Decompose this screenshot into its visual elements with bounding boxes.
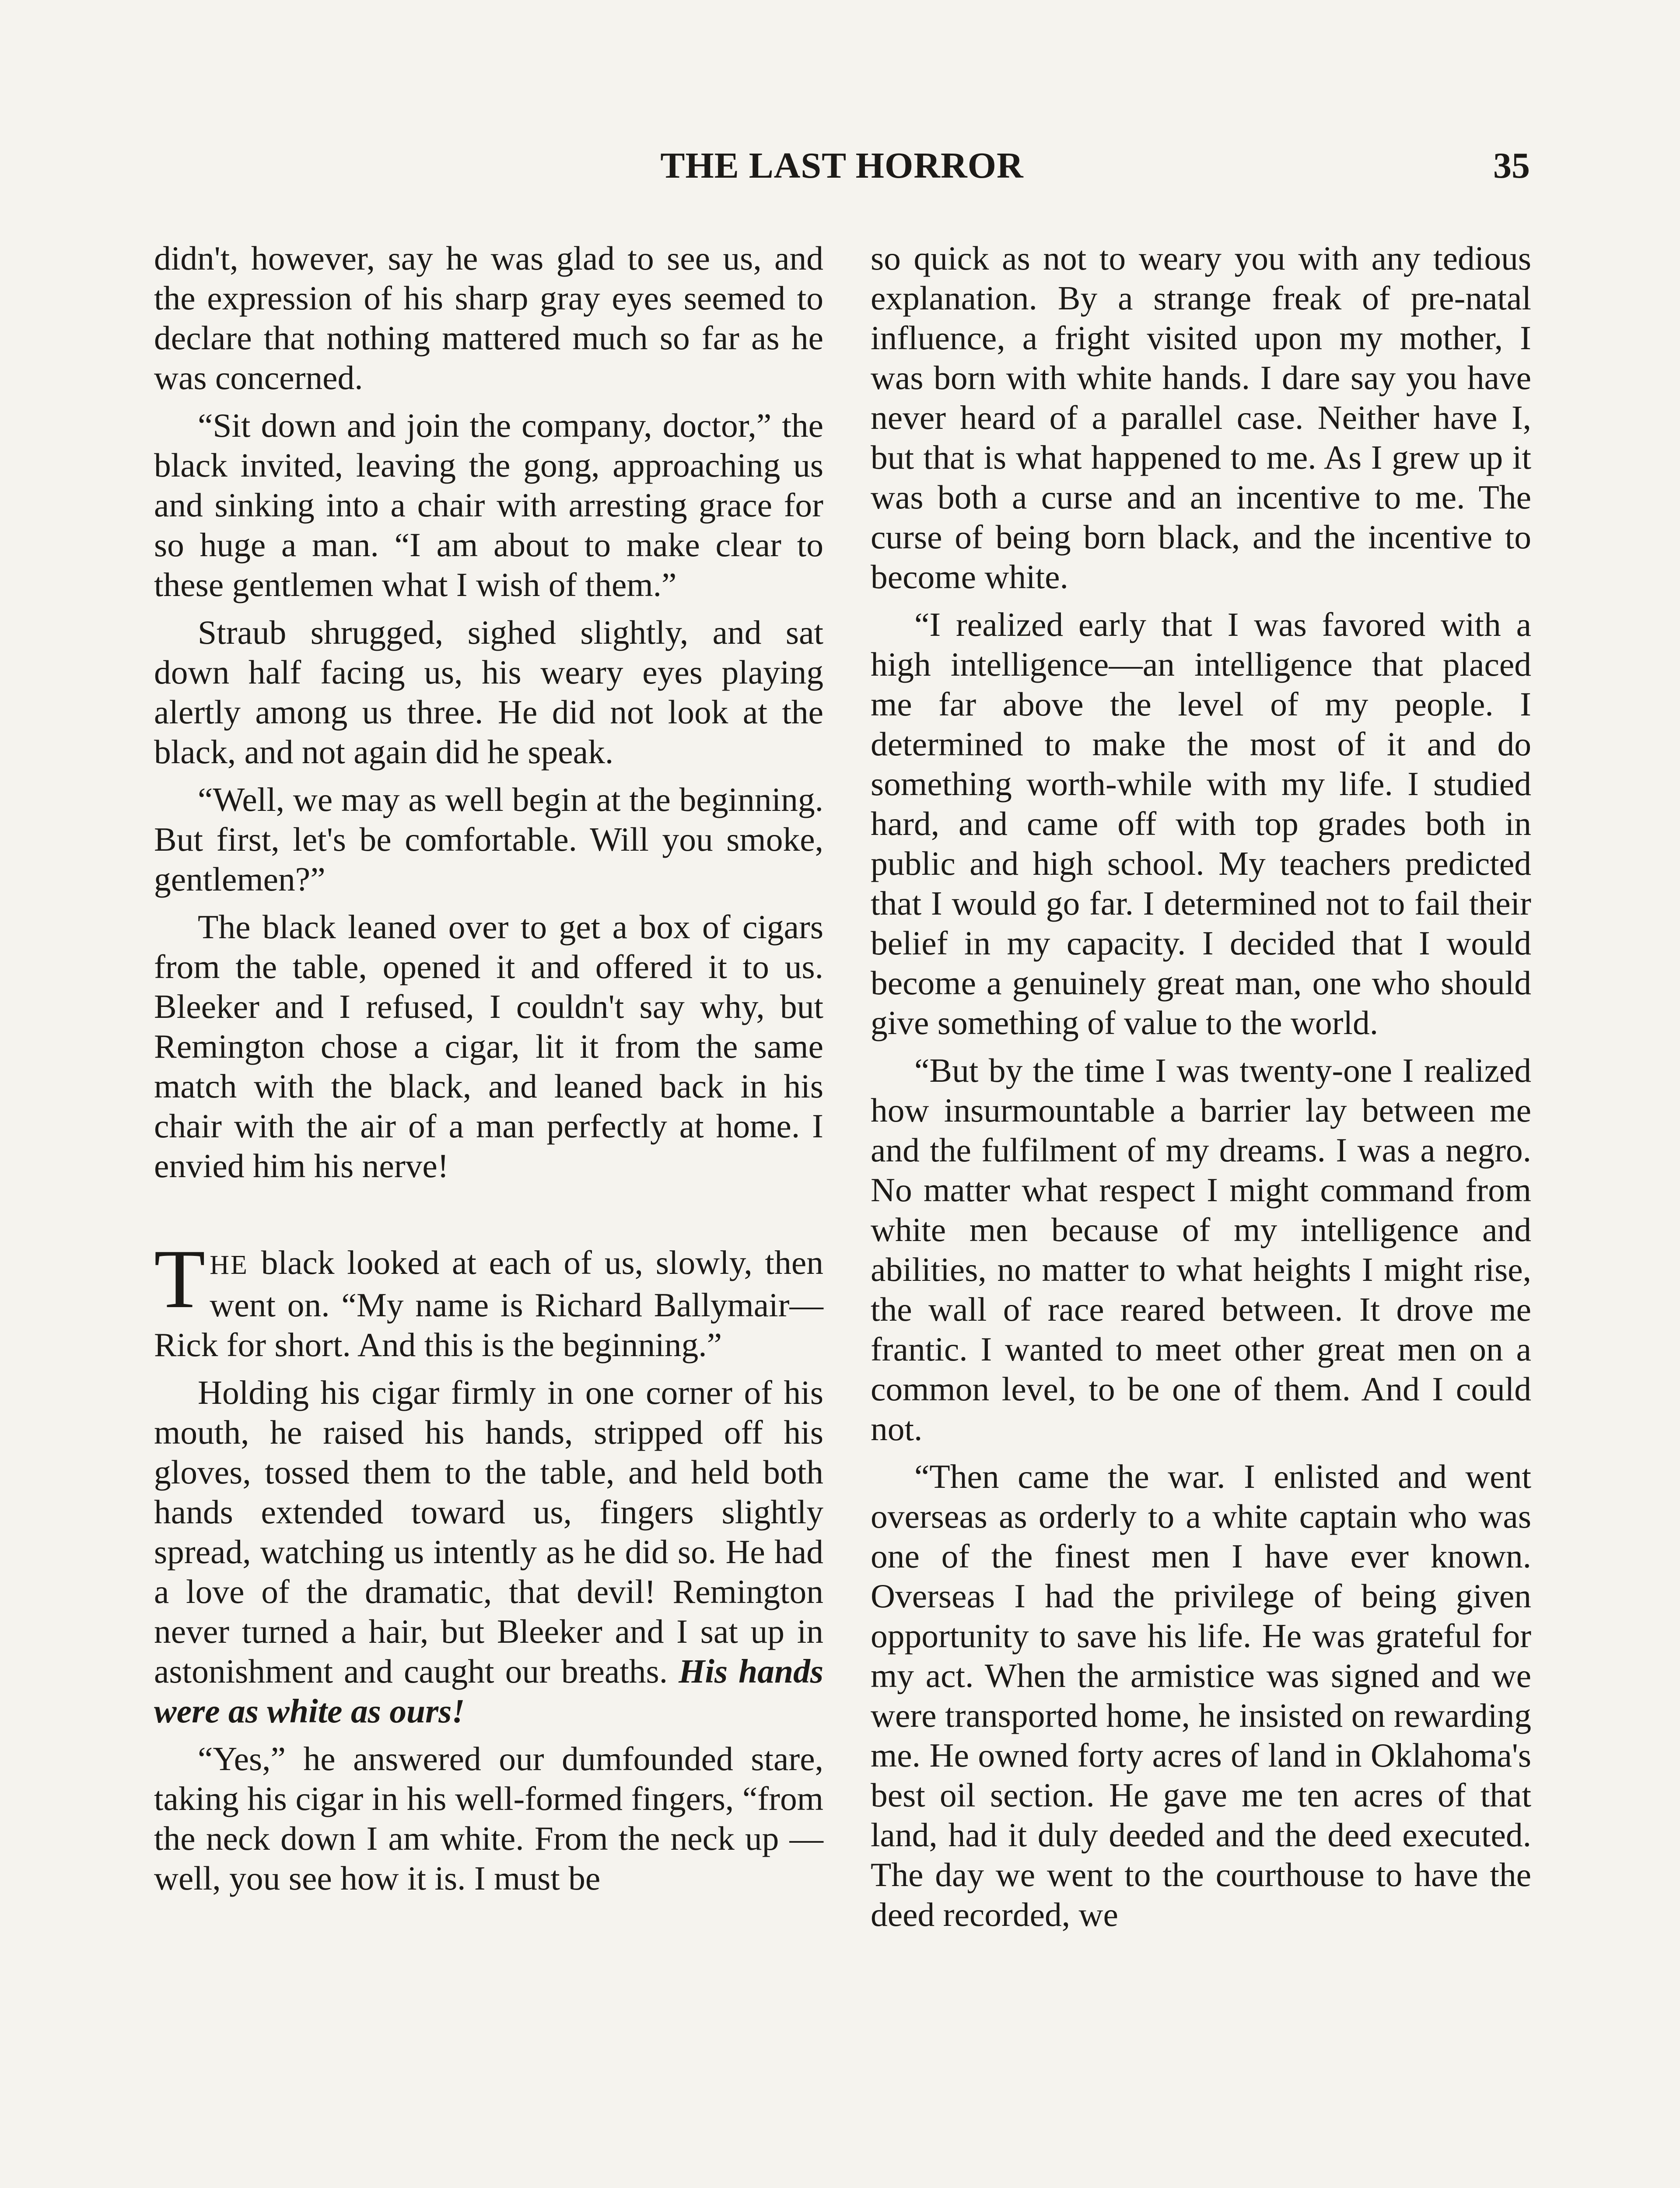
paragraph: “But by the time I was twenty-one I realized how insurmountable a barrier lay between me and the fulfilment of my dreams. I was a negro. No matter what respect I might command from white men because of my intelligence and abilities, no matter to what heights I might rise, the wall of race reared between. It drove me frantic. I wanted to meet other great men on a common level, to be one of them. And I could not. <box>871 1052 1531 1448</box>
paragraph: “Well, we may as well begin at the beginning. But first, let's be comfortable. Will you smoke, gentlemen?” <box>154 781 823 898</box>
right-column <box>871 238 1531 1943</box>
paragraph: so quick as not to weary you with any tedious explanation. By a strange freak of pre-natal influence, a fright visited upon my mother, I was born with white hands. I dare say you have never heard of a parallel case. Neither have I, but that is what happened to me. As I grew up it was both a curse and an incentive to me. The curse of being born black, and the incentive to become white. <box>871 239 1531 596</box>
drop-cap: T <box>154 1232 206 1325</box>
paragraph: The black leaned over to get a box of cigars from the table, opened it and offered it to us. Bleeker and I refused, I couldn't say why, but Remington chose a cigar, lit it from the same match with the black, and leaned back in his chair with the air of a man perfectly at home. I envied him his nerve! <box>154 908 823 1185</box>
paragraph: “Yes,” he answered our dumfounded stare, taking his cigar in his well-formed fingers, “from the neck down I am white. From the neck up —well, you see how it is. I must be <box>154 1740 823 1897</box>
left-column <box>154 238 823 1906</box>
paragraph: “I realized early that I was favored with a high intelligence—an intelligence that placed me far above the level of my people. I determined to make the most of it and do something worth-while with my life. I studied hard, and came off with top grades both in public and high school. My teachers predicted that I would go far. I determined not to fail their belief in my capacity. I decided that I would become a genuinely great man, one who should give something of value to the world. <box>871 606 1531 1041</box>
page-number: 35 <box>1493 145 1530 186</box>
small-caps-word: HE <box>210 1250 248 1280</box>
paragraph: “Sit down and join the company, doctor,” the black invited, leaving the gong, approaching us and sinking into a chair with arresting grace for so huge a man. “I am about to make clear to these gentlemen what I wish of them.” <box>154 407 823 603</box>
paragraph <box>154 1373 823 1731</box>
page-header <box>154 144 1530 193</box>
paragraph: didn't, however, say he was glad to see us, and the expression of his sharp gray eyes seemed to declare that nothing mattered much so far as he was concerned. <box>154 239 823 396</box>
paragraph-text: black looked at each of us, slowly, then went on. “My name is Richard Ballymair—Rick for short. And this is the beginning.” <box>154 1244 823 1364</box>
section-opening-paragraph <box>154 1232 823 1365</box>
paragraph: “Then came the war. I enlisted and went overseas as orderly to a white captain who was one of the finest men I have ever known. Overseas I had the privilege of being given opportunity to save his life. He was grateful for my act. When the armistice was signed and we were transported home, he insisted on rewarding me. He owned forty acres of land in Oklahoma's best oil section. He gave me ten acres of that land, had it duly deeded and the deed executed. The day we went to the courthouse to have the deed recorded, we <box>871 1458 1531 1933</box>
paragraph-text: Holding his cigar firmly in one corner of his mouth, he raised his hands, stripped off his gloves, tossed them to the table, and held both hands extended toward us, fingers slightly spread, watching us intently as he did so. He had a love of the dramatic, that devil! Remington never turned a hair, but Bleeker and I sat up in astonishment and caught our breaths. <box>154 1374 823 1690</box>
running-title: THE LAST HORROR <box>660 145 1024 186</box>
emphasized-text: His hands were as white as ours! <box>154 1652 823 1730</box>
paragraph: Straub shrugged, sighed slightly, and sat down half facing us, his weary eyes playing alertly among us three. He did not look at the black, and not again did he speak. <box>154 614 823 771</box>
